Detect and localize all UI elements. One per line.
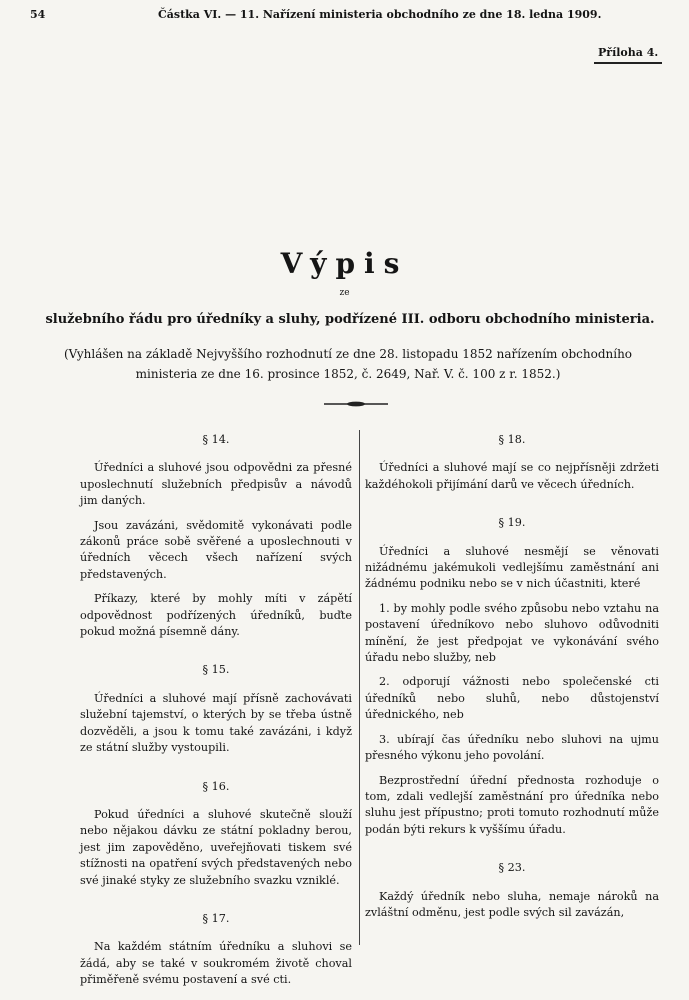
publication-note: (Vyhlášen na základě Nejvyššího rozhodnutí ze dne 28. listopadu 1852 nařízením obchodního ministeria ze dne 16. prosince 1852, č. 2649, Nař. V. č. 100 z r. 1852.): [63, 347, 633, 381]
paragraph: 3. ubírají čas úředníku nebo sluhovi na ujmu přesného výkonu jeho povolání.: [365, 732, 659, 763]
paragraph: Úředníci a sluhové mají přísně zachovávati služební tajemství, o kterých by se třeba ústně dozvěděli, a jsou k tomu také zavázáni, i když ze státní služby vystoupili.: [80, 691, 352, 755]
ornament-divider: [324, 399, 388, 409]
section-heading: § 17.: [202, 911, 230, 925]
section-heading: § 23.: [498, 861, 526, 875]
section-heading: § 19.: [498, 516, 526, 530]
right-column: [365, 432, 659, 929]
paragraph: Na každém státním úředníku a sluhovi se žádá, aby se také v soukromém životě choval přiměřeně svému postavení a své cti.: [80, 940, 352, 987]
paragraph: 2. odporují vážnosti nebo společenské cti úředníků nebo sluhů, nebo důstojenství úřednického, neb: [365, 675, 659, 722]
column-divider: [359, 430, 360, 945]
section-heading: § 15.: [202, 663, 230, 677]
paragraph: Úředníci a sluhové nesmějí se věnovati nižádnému jakémukoli vedlejšímu zaměstnání ani žádnému podniku nebo se v nich účastniti, které: [365, 544, 659, 591]
paragraph: Jsou zavázáni, svědomitě vykonávati podle zákonů práce sobě svěřené a uposlechnouti v úředních věcech všech nařízení svých představených.: [80, 518, 352, 581]
running-header: [0, 8, 689, 24]
left-column: [80, 432, 352, 997]
paragraph: Bezprostřední úřední přednosta rozhoduje o tom, zdali vedlejší zaměstnání pro úředníka nebo sluhu jest přípustno; proti tomuto rozhodnutí může podán býti rekurs k vyššímu úřadu.: [365, 773, 659, 836]
annex-underline: [594, 62, 662, 64]
document-title: Výpis: [280, 247, 409, 280]
paragraph: Každý úředník nebo sluha, nemaje nároků na zvláštní odměnu, jest podle svých sil zavázán,: [365, 889, 659, 919]
paragraph: Příkazy, které by mohly míti v zápětí odpovědnost podřízených úředníků, buďte pokud možná písemně dány.: [80, 592, 352, 639]
paragraph: Úředníci a sluhové jsou odpovědni za přesné uposlechnutí služebních předpisův a návodů jim daných.: [80, 461, 352, 508]
title-connector: ze: [339, 288, 350, 298]
paragraph: Úředníci a sluhové mají se co nejpřísněji zdržeti každéhokoli přijímání darů ve věcech úředních.: [365, 461, 659, 491]
page-number: 54: [30, 8, 46, 21]
running-title: Částka VI. — 11. Nařízení ministeria obchodního ze dne 18. ledna 1909.: [158, 8, 602, 21]
section-heading: § 18.: [498, 433, 526, 446]
section-heading: § 14.: [202, 433, 230, 446]
section-heading: § 16.: [202, 779, 230, 793]
paragraph: 1. by mohly podle svého způsobu nebo vztahu na postavení úředníkovo nebo sluhovo odůvodniti mínění, že jest předpojat ve vykonávání svého úřadu nebo služby, neb: [365, 601, 659, 665]
document-subtitle: služebního řádu pro úředníky a sluhy, podřízené III. odboru obchodního ministeria.: [45, 312, 655, 327]
annex-label: Příloha 4.: [598, 46, 659, 59]
paragraph: Pokud úředníci a sluhové skutečně slouží nebo nějakou dávku ze státní pokladny berou, jest jim zapověděno, uveřejňovati tiskem své stížnosti na opatření svých představených nebo své jinaké styky ze služebního svazku vzniklé.: [80, 807, 352, 887]
